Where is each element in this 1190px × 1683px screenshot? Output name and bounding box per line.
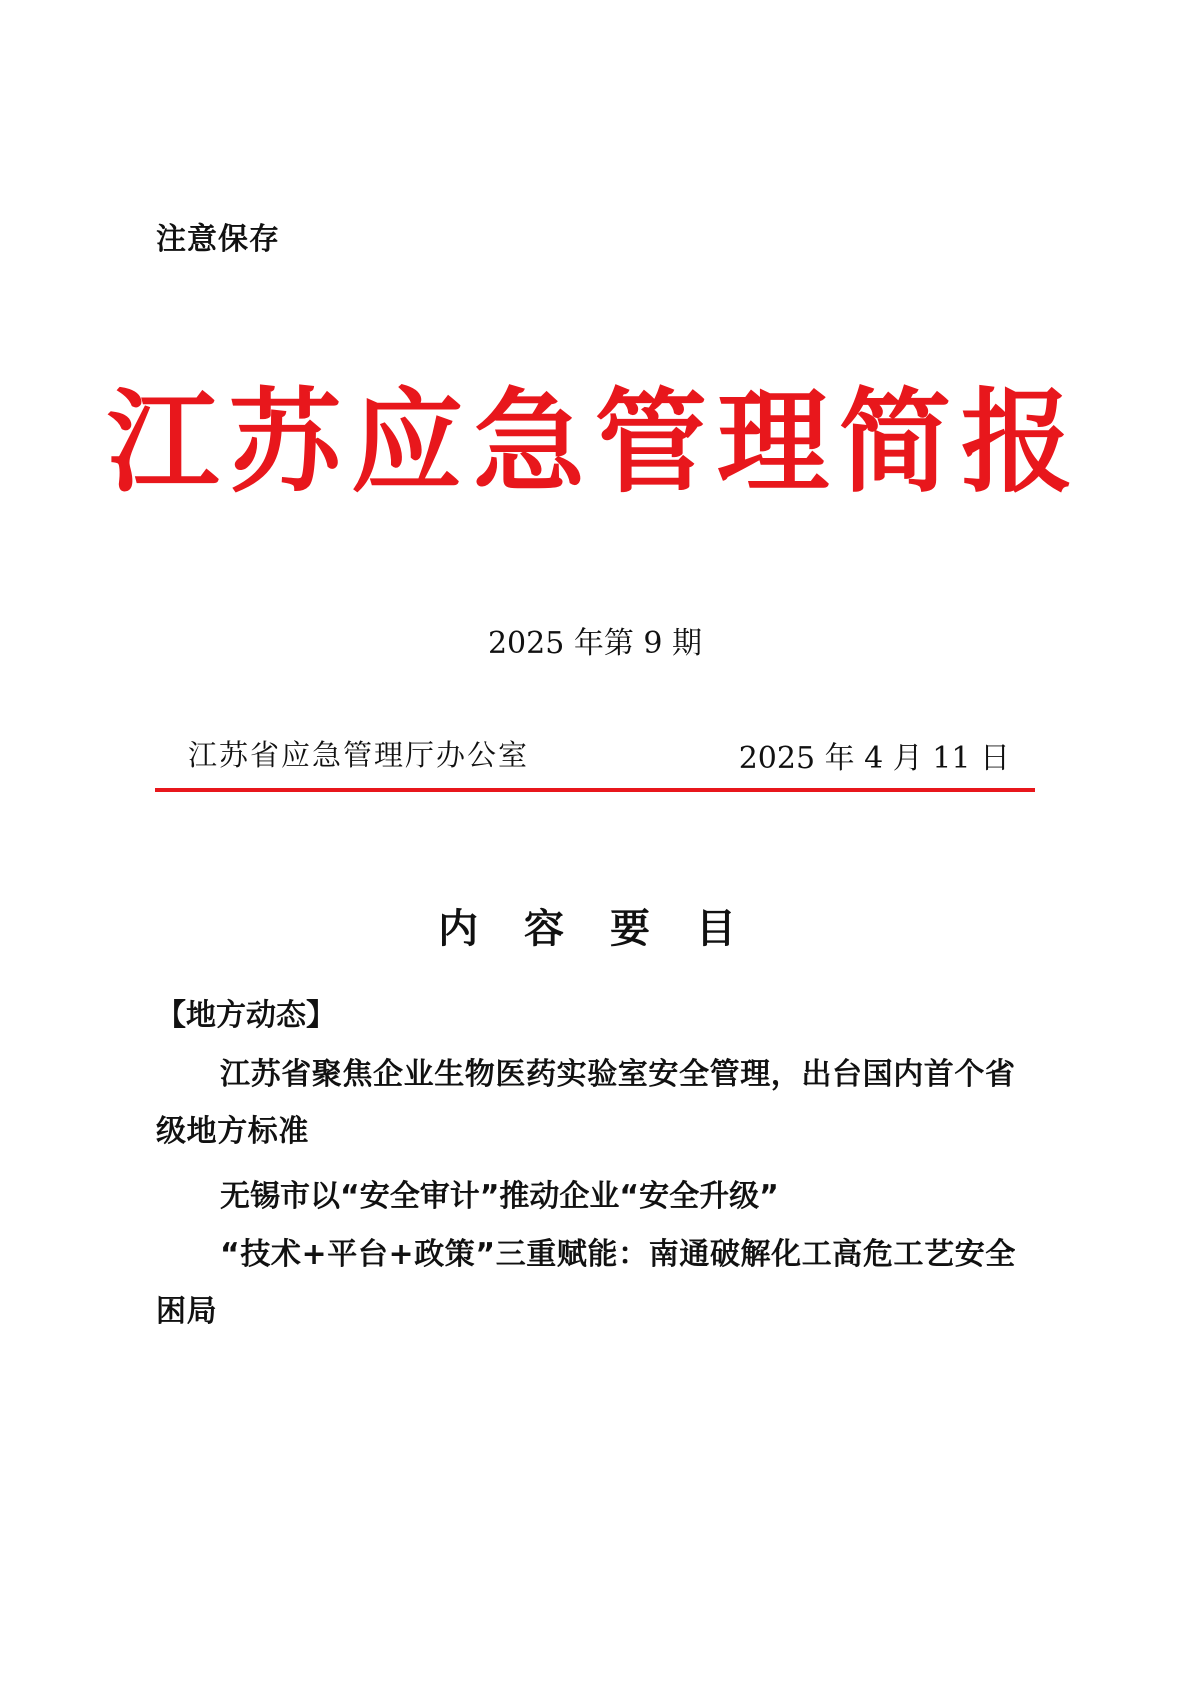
red-divider-line [155,788,1035,792]
keep-note: 注意保存 [156,222,280,257]
issue-number: 2025 年第 9 期 [487,626,703,661]
toc-item: “技术+平台+政策”三重赋能：南通破解化工高危工艺安全困局 [156,1237,1016,1329]
section-heading: 【地方动态】 [156,998,336,1033]
contents-title: 内 容 要 目 [438,906,752,952]
publish-date: 2025 年 4 月 11 日 [738,741,1010,776]
masthead-title: 江苏应急管理简报 [107,377,1083,508]
toc-item: 江苏省聚焦企业生物医药实验室安全管理，出台国内首个省级地方标准 [156,1057,1016,1149]
toc-item: 无锡市以“安全审计”推动企业“安全升级” [220,1179,779,1214]
issuing-office: 江苏省应急管理厅办公室 [188,738,530,772]
